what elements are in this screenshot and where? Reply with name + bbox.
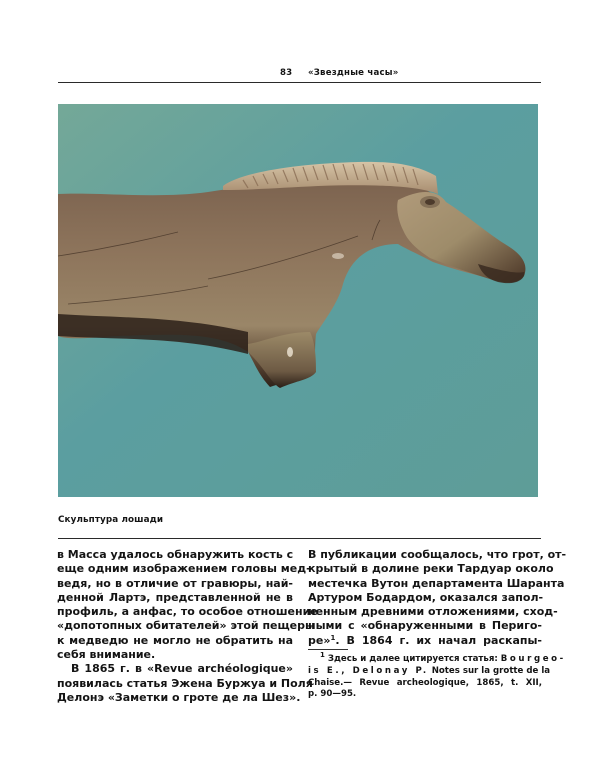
footnote-text: Notes sur la grotte de la xyxy=(431,665,551,676)
footnote-rule xyxy=(308,649,348,650)
text-line: В публикации сообщалось, что грот, от- xyxy=(308,548,567,561)
text-line: ненным древними отложениями, сход- xyxy=(308,605,558,619)
header-rule xyxy=(58,82,541,83)
horse-sculpture-photo xyxy=(58,104,538,497)
text-line: к медведю не могло не обратить на xyxy=(57,633,293,647)
footnote-marker: 1 xyxy=(320,651,325,659)
footnote-line xyxy=(308,651,566,666)
text-line: в Масса удалось обнаружить кость с xyxy=(57,548,294,561)
footnote xyxy=(308,651,566,701)
text-column-left xyxy=(57,548,318,705)
footnote-line xyxy=(308,665,551,678)
footnote-text: Здесь и далее цитируется статья: xyxy=(327,654,498,664)
text-line: появилась статья Эжена Буржуа и Поля xyxy=(57,676,313,690)
text-line: еще одним изображением головы мед- xyxy=(57,562,311,576)
running-title: «Звездные часы» xyxy=(308,68,399,78)
text-line: себя внимание. xyxy=(57,648,156,662)
text-line: В 1865 г. в «Revue archéologique» xyxy=(71,662,293,676)
text-column-right xyxy=(308,548,567,648)
text-line xyxy=(308,634,542,648)
text-fragment: ре» xyxy=(308,633,331,647)
text-line: ведя, но в отличие от гравюры, най- xyxy=(57,576,293,590)
text-line: «допотопных обитателей» этой пещеры xyxy=(57,619,315,633)
footnote-line: Chaise.— Revue archeologique, 1865, t. XII, xyxy=(308,677,542,688)
text-line: денной Лартэ, представленной не в xyxy=(57,590,293,604)
text-fragment: . В 1864 г. их начал раскапы- xyxy=(335,633,542,647)
text-line: Делонэ «Заметки о гроте де ла Шез». xyxy=(57,690,301,704)
page-number: 83 xyxy=(280,68,293,78)
horse-sculpture-image xyxy=(58,104,538,497)
figure-caption: Скульптура лошади xyxy=(58,515,164,525)
footnote-ref[interactable]: 1 xyxy=(330,633,336,642)
text-line: ными с «обнаруженными в Периго- xyxy=(308,619,542,633)
text-line: местечка Вутон департамента Шаранта xyxy=(308,576,565,590)
text-line: крытый в долине реки Тардуар около xyxy=(308,562,554,576)
caption-rule xyxy=(58,538,541,539)
footnote-line: p. 90—95. xyxy=(308,689,357,700)
footnote-author: is E., Delonay P. xyxy=(308,665,429,676)
text-line: Артуром Бодардом, оказался запол- xyxy=(308,590,544,604)
footnote-author: Bourgeo- xyxy=(500,654,566,664)
text-line: профиль, а анфас, то особое отношение xyxy=(57,605,318,619)
